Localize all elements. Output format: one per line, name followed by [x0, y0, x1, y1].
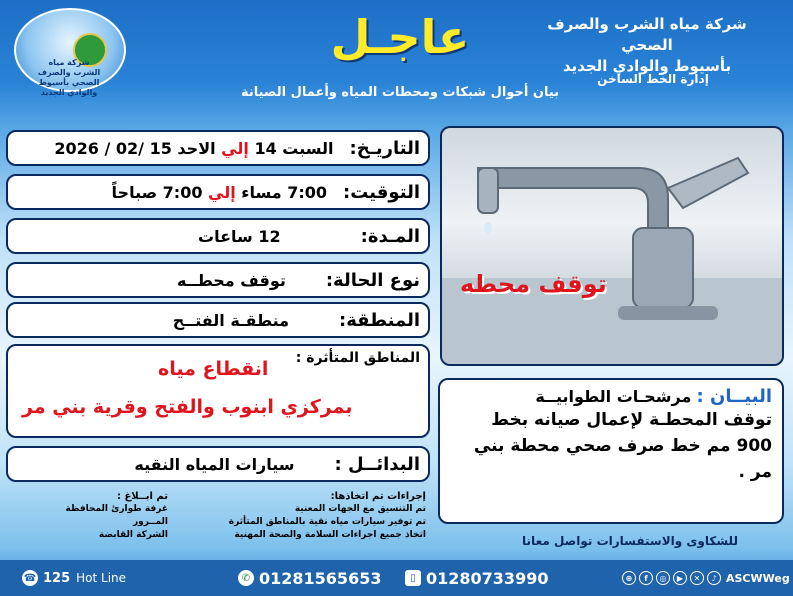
steps-list [176, 490, 426, 542]
duration-value: 12 ساعات [198, 226, 281, 246]
tiktok-icon[interactable]: ♪ [707, 571, 721, 585]
date-label: التاريـخ: [349, 137, 420, 159]
time-end: 7:00 صباحاً [111, 182, 203, 202]
x-icon[interactable]: ✕ [690, 571, 704, 585]
header [0, 0, 793, 118]
youtube-icon[interactable]: ▶ [673, 571, 687, 585]
logo-text: شركة مياه الشرب والصرف الصحي بأسيوط والوادي الجديد [37, 58, 101, 97]
step-item: اتخاذ جميع اجراءات السلامة والصحة المهنية [234, 530, 426, 540]
company-logo [14, 8, 126, 97]
hotline[interactable] [22, 570, 126, 586]
page-title: عاجـل [330, 10, 470, 64]
date-value [54, 139, 333, 158]
affected-areas-box [6, 344, 430, 438]
photo-label: توقف محطه [460, 270, 607, 298]
time-label: التوقيت: [343, 181, 420, 203]
notify-item: المــرور [132, 517, 168, 527]
date-end: الاحد 15 /02 / 2026 [54, 138, 216, 158]
affected-label: المناطق المتأثرة : [295, 350, 420, 366]
mobile-icon: ▯ [405, 570, 421, 586]
phone-contact[interactable] [405, 569, 548, 588]
company-line-2: بأسيوط والوادي الجديد [562, 57, 732, 75]
statement-box [438, 378, 784, 524]
statement-head: مرشحـات الطوابيــة [535, 387, 692, 406]
phone-icon: ☎ [22, 570, 38, 586]
notify-list [18, 490, 168, 542]
duration-row [6, 218, 430, 254]
phone-number: 01280733990 [426, 568, 549, 588]
complaints-text: للشكاوى والاستفسارات تواصل معانا [522, 534, 738, 548]
status-row [6, 262, 430, 298]
page-subtitle: بيان أحوال شبكات ومحطات المياه وأعمال الصيانة [240, 85, 560, 100]
status-value: توقف محطــه [177, 270, 286, 290]
whatsapp-contact[interactable] [238, 569, 381, 588]
social-links[interactable] [622, 571, 790, 585]
step-item: تم توفير سيارات مياه نقية بالمناطق المتأثرة [228, 517, 426, 527]
date-separator: إلي [221, 138, 249, 158]
duration-label: المـدة: [360, 225, 420, 247]
department-name: إدارة الخط الساخن [597, 72, 709, 86]
whatsapp-icon: ✆ [238, 570, 254, 586]
date-start: السبت 14 [254, 138, 334, 158]
affected-line-1: انقطاع مياه [158, 358, 269, 380]
time-row [6, 174, 430, 210]
alternatives-label: البدائــل : [334, 453, 420, 475]
time-value [112, 183, 328, 202]
statement-body: توقف المحطـة لإعمال صيانه بخط 900 مم خط صرف صحي محطة بني مر . [473, 410, 772, 482]
footer-bar [0, 560, 793, 596]
faucet-icon [440, 128, 782, 366]
web-icon[interactable]: ⊕ [622, 571, 636, 585]
area-label: المنطقة: [339, 309, 420, 331]
company-name [527, 14, 767, 77]
steps-title: إجراءات تم اتخاذها: [330, 491, 426, 502]
statement-label: البيــان : [696, 386, 772, 407]
time-start: 7:00 مساء [241, 182, 328, 202]
faucet-photo [440, 126, 784, 366]
alternatives-value: سيارات المياه النقيه [134, 454, 295, 474]
area-value: منطقـة الفتــح [172, 310, 290, 330]
whatsapp-number: 01281565653 [259, 568, 382, 588]
instagram-icon[interactable]: ◎ [656, 571, 670, 585]
social-handle: ASCWWeg [726, 571, 790, 585]
status-label: نوع الحالة: [325, 269, 420, 291]
date-row [6, 130, 430, 166]
facebook-icon[interactable]: f [639, 571, 653, 585]
time-separator: إلي [208, 182, 236, 202]
company-line-1: شركة مياه الشرب والصرف الصحي [547, 15, 747, 54]
notify-item: غرفة طوارئ المحافظة [65, 504, 168, 514]
notify-title: تم ابــلاغ : [116, 491, 168, 502]
step-item: تم التنسيق مع الجهات المعنية [294, 504, 426, 514]
area-row [6, 302, 430, 338]
alternatives-row [6, 446, 430, 482]
notify-item: الشركة القابضة [98, 530, 168, 540]
hotline-number: 125 [43, 570, 71, 586]
affected-line-2: بمركزي ابنوب والفتح وقرية بني مر [22, 396, 353, 418]
hotline-label: Hot Line [76, 571, 127, 585]
